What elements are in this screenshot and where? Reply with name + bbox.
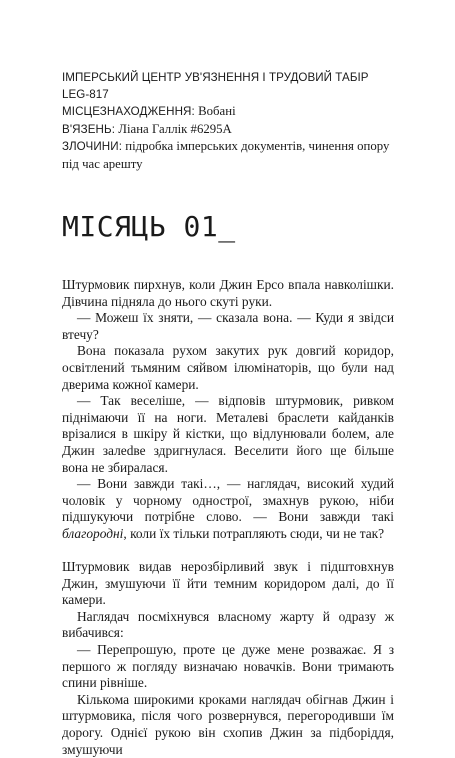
paragraph: — Так веселіше, — відповів штурмовик, ривком піднімаючи її на ноги. Металеві браслети кайданків врізалися в шкіру й кістки, що відлунювали болем, але Джин залedве здригнулася. Веселити його ще більше вона не збиралася. <box>62 393 394 475</box>
location-line <box>62 103 394 121</box>
book-page <box>62 70 394 758</box>
month-heading: МІСЯЦЬ 01_ <box>62 210 236 243</box>
crimes-value: підробка імперських документів, чинення опору під час арешту <box>62 139 390 171</box>
paragraph <box>62 476 394 542</box>
crimes-label: ЗЛОЧИНИ: <box>62 140 123 153</box>
location-value: Вобані <box>198 104 236 118</box>
body-text <box>62 277 394 758</box>
paragraph: Штурмовик пирхнув, коли Джин Ерсо впала навколішки. Дівчина підняла до нього скуті руки. <box>62 277 394 309</box>
location-label: МІСЦЕЗНАХОДЖЕННЯ: <box>62 105 195 118</box>
dossier-header <box>62 70 394 173</box>
paragraph: — Перепрошую, проте це дуже мене розважає. Я з першого ж погляду визначаю новачків. Вони тримають спини рівніше. <box>62 642 394 691</box>
paragraph-part: , коли їх тільки потрапляють сюди, чи не так? <box>123 525 385 541</box>
paragraph: Наглядач посміхнувся власному жарту й одразу ж вибачився: <box>62 608 394 641</box>
paragraph: Штурмовик видав нерозбірливий звук і підштовхнув Джин, змушуючи її йти темним коридором далі, до її камери. <box>62 559 394 608</box>
emphasis: благородні <box>62 525 124 541</box>
paragraph-part: — Вони завжди такі…, — наглядач, високий худий чоловік у чорному однострої, змахнув рукою, ніби підшукуючи потрібне слово. — Вони завжди такі <box>62 476 394 525</box>
paragraph: Вона показала рухом закутих рук довгий коридор, освітлений тьмяним сяйвом ілюмінаторів, що були над дверима кожної камери. <box>62 343 394 392</box>
facility-title: ІМПЕРСЬКИЙ ЦЕНТР УВ'ЯЗНЕННЯ І ТРУДОВИЙ ТАБІР LEG-817 <box>62 71 369 101</box>
prisoner-value: Ліана Галлік #6295А <box>118 121 232 136</box>
paragraph: — Можеш їх зняти, — сказала вона. — Куди я звідси втечу? <box>62 310 394 342</box>
prisoner-line <box>62 121 394 139</box>
prisoner-label: В'ЯЗЕНЬ: <box>62 122 116 136</box>
paragraph: Кількома широкими кроками наглядач обігнав Джин і штурмовика, після чого розвернувся, перегородивши їм дорогу. Однієї рукою він схопив Джин за підборіддя, змушуючи <box>62 691 394 757</box>
crimes-line <box>62 138 394 173</box>
